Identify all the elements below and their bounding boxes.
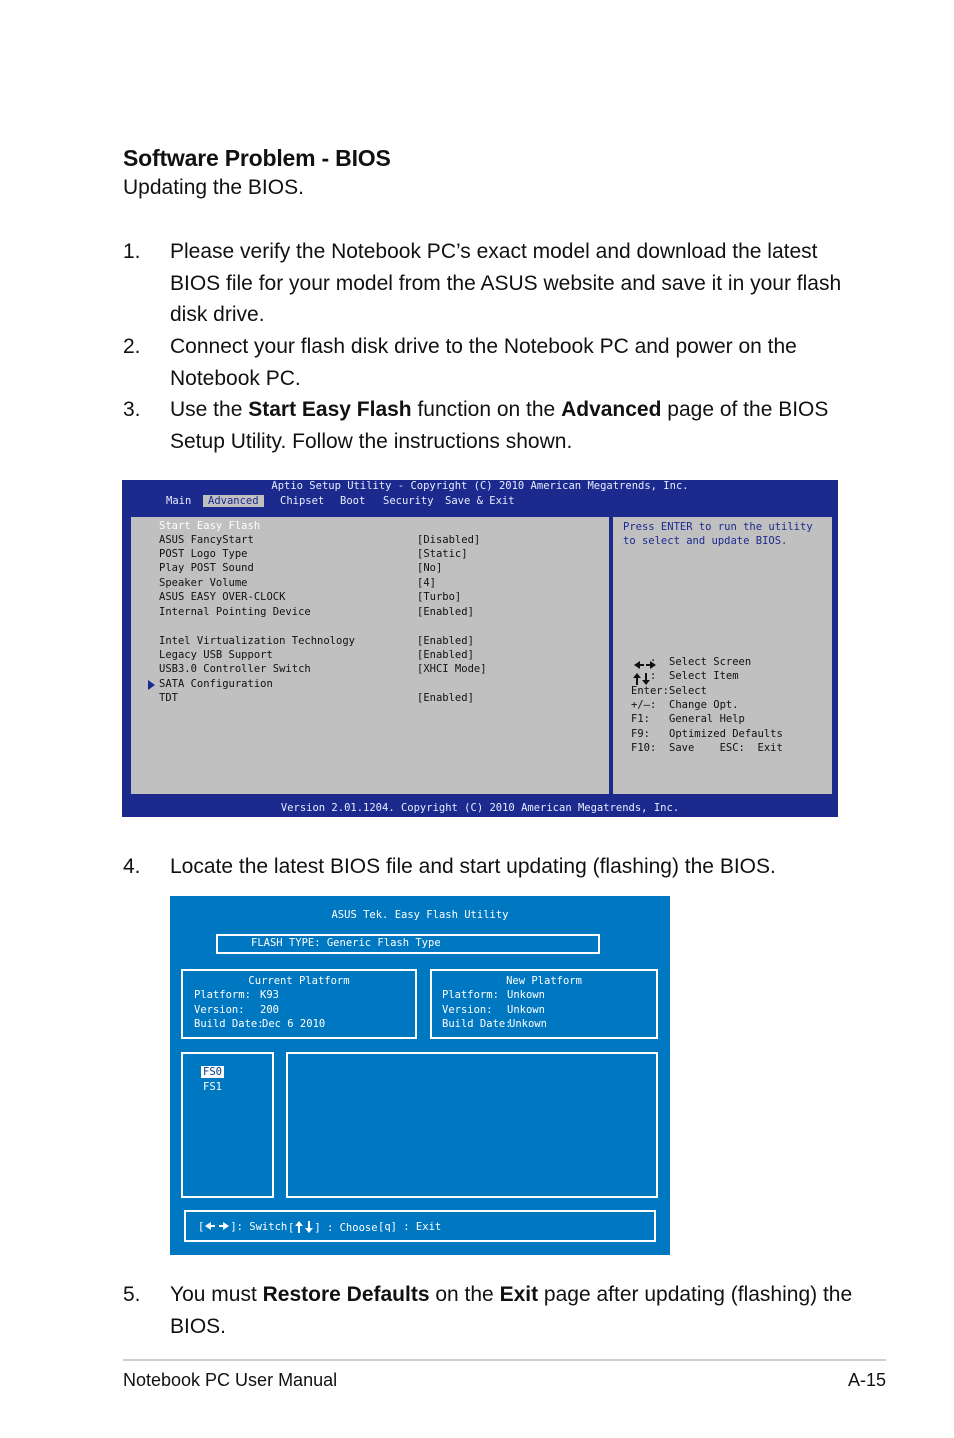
flash-title: ASUS Tek. Easy Flash Utility [331,909,509,921]
tab-save-exit[interactable]: Save & Exit [445,495,515,507]
bios-footer: Version 2.01.1204. Copyright (C) 2010 American Megatrends, Inc. [280,802,680,814]
bios-title: Aptio Setup Utility - Copyright (C) 2010 American Megatrends, Inc. [271,480,689,492]
current-build-value: Dec 6 2010 [262,1018,326,1030]
tab-advanced[interactable]: Advanced [203,495,264,507]
flash-hint-bar [184,1210,656,1242]
step-number: 2. [123,335,141,358]
key-desc: Select Screen [669,656,752,668]
key-label: F1: [631,713,650,725]
field-label: Build Date: [194,1018,264,1030]
step-number: 1. [123,240,141,263]
key-label: +/—: [631,699,657,711]
step-text: Locate the latest BIOS file and start updating (flashing) the BIOS. [170,855,776,878]
advanced-term: Advanced [561,398,662,421]
current-version-value: 200 [260,1004,279,1016]
bios-item-label[interactable]: USB3.0 Controller Switch [159,663,311,675]
bios-item-value[interactable]: [4] [417,577,436,589]
bios-item-start-easy-flash[interactable]: Start Easy Flash [159,520,261,532]
new-build-value: Unkown [509,1018,547,1030]
drive-item-fs1[interactable]: FS1 [203,1081,222,1093]
file-list-panel[interactable] [286,1052,658,1198]
field-label: Version: [194,1004,245,1016]
key-desc: Select Item [669,670,739,682]
new-platform-title: New Platform [506,975,582,987]
current-platform-title: Current Platform [248,975,350,987]
flash-type: FLASH TYPE: Generic Flash Type [251,937,441,949]
bios-item-value[interactable]: [Enabled] [417,649,474,661]
exit-term: Exit [499,1283,539,1306]
step-text: Connect your flash disk drive to the Notebook PC and power on the Notebook PC. [170,335,797,390]
step-5 [123,1279,853,1342]
restore-defaults-term: Restore Defaults [262,1283,430,1306]
field-label: Build Date: [442,1018,512,1030]
left-right-arrows-icon [204,1221,230,1231]
footer-page-number: A-15 [847,1370,886,1390]
step-number: 3. [123,398,141,421]
bios-item-value[interactable]: [Enabled] [417,606,474,618]
drive-list [181,1052,274,1198]
tab-chipset[interactable]: Chipset [280,495,325,507]
bios-item-value[interactable]: [Static] [417,548,468,560]
flash-type-box [216,934,600,954]
step-1 [123,236,853,331]
key-desc: Select [669,685,707,697]
bios-item-value[interactable]: [XHCI Mode] [417,663,487,675]
up-down-arrows-icon [294,1221,314,1233]
field-label: Platform: [442,989,499,1001]
new-platform-box [430,969,658,1039]
step-number: 4. [123,855,141,878]
tab-main[interactable]: Main [166,495,192,507]
bios-settings-panel [129,515,611,796]
submenu-arrow-icon [148,680,155,690]
key-label: F9: [631,728,650,740]
up-down-arrows-icon [633,673,651,685]
hint-switch: [ ]: Switch [198,1221,288,1233]
step-4 [123,851,853,883]
current-platform-box [181,969,417,1039]
bios-item-label[interactable]: ASUS EASY OVER-CLOCK [159,591,286,603]
field-label: Platform: [194,989,251,1001]
current-platform-value: K93 [260,989,279,1001]
bios-item-label[interactable]: Legacy USB Support [159,649,273,661]
hint-exit: [q] : Exit [378,1221,442,1233]
bios-item-label[interactable]: ASUS FancyStart [159,534,254,546]
page-subtitle: Updating the BIOS. [123,176,304,199]
step-text: Please verify the Notebook PC’s exact model and download the latest BIOS file for your model from the ASUS website and save it in your flash disk drive. [170,240,842,326]
step-text: Use the Start Easy Flash function on the Advanced page of the BIOS Setup Utility. Follow the instructions shown. [170,398,829,453]
key-desc: Optimized Defaults [669,728,783,740]
step-text: You must Restore Defaults on the Exit page after updating (flashing) the BIOS. [170,1283,853,1338]
bios-item-label[interactable]: TDT [159,692,178,704]
page-title: Software Problem - BIOS [123,145,391,171]
key-label: Enter: [631,685,669,697]
drive-item-fs0[interactable] [201,1066,224,1078]
new-version-value: Unkown [507,1004,545,1016]
start-easy-flash-term: Start Easy Flash [248,398,412,421]
key-label: F10: [631,742,657,754]
bios-item-sata-configuration[interactable]: SATA Configuration [159,678,273,690]
bios-item-value[interactable]: [Disabled] [417,534,481,546]
bios-item-value[interactable]: [Turbo] [417,591,462,603]
key-desc: Save ESC: Exit [669,742,783,754]
tab-security[interactable]: Security [383,495,434,507]
key-label: : [650,670,657,682]
bios-item-label[interactable]: Play POST Sound [159,562,254,574]
easy-flash-screenshot [170,896,670,1255]
bios-setup-screenshot [122,480,838,817]
footer-divider [123,1359,886,1361]
step-3 [123,394,853,457]
help-text: to select and update BIOS. [623,535,788,547]
bios-item-value[interactable]: [No] [417,562,443,574]
drive-label: FS0 [203,1066,222,1078]
step-number: 5. [123,1283,141,1306]
step-2 [123,331,853,394]
bios-item-value[interactable]: [Enabled] [417,692,474,704]
bios-item-value[interactable]: [Enabled] [417,635,474,647]
key-label: : [650,656,657,668]
new-platform-value: Unkown [507,989,545,1001]
bios-help-panel [611,515,834,796]
bios-item-label[interactable]: POST Logo Type [159,548,248,560]
help-text: Press ENTER to run the utility [623,521,813,533]
key-desc: General Help [669,713,745,725]
footer-manual-title: Notebook PC User Manual [123,1370,338,1390]
key-desc: Change Opt. [669,699,739,711]
bios-item-label[interactable]: Speaker Volume [159,577,248,589]
tab-boot[interactable]: Boot [340,495,366,507]
hint-choose: [ ] : Choose [288,1222,378,1234]
bios-item-label[interactable]: Intel Virtualization Technology [159,635,355,647]
bios-item-label[interactable]: Internal Pointing Device [159,606,311,618]
field-label: Version: [442,1004,493,1016]
